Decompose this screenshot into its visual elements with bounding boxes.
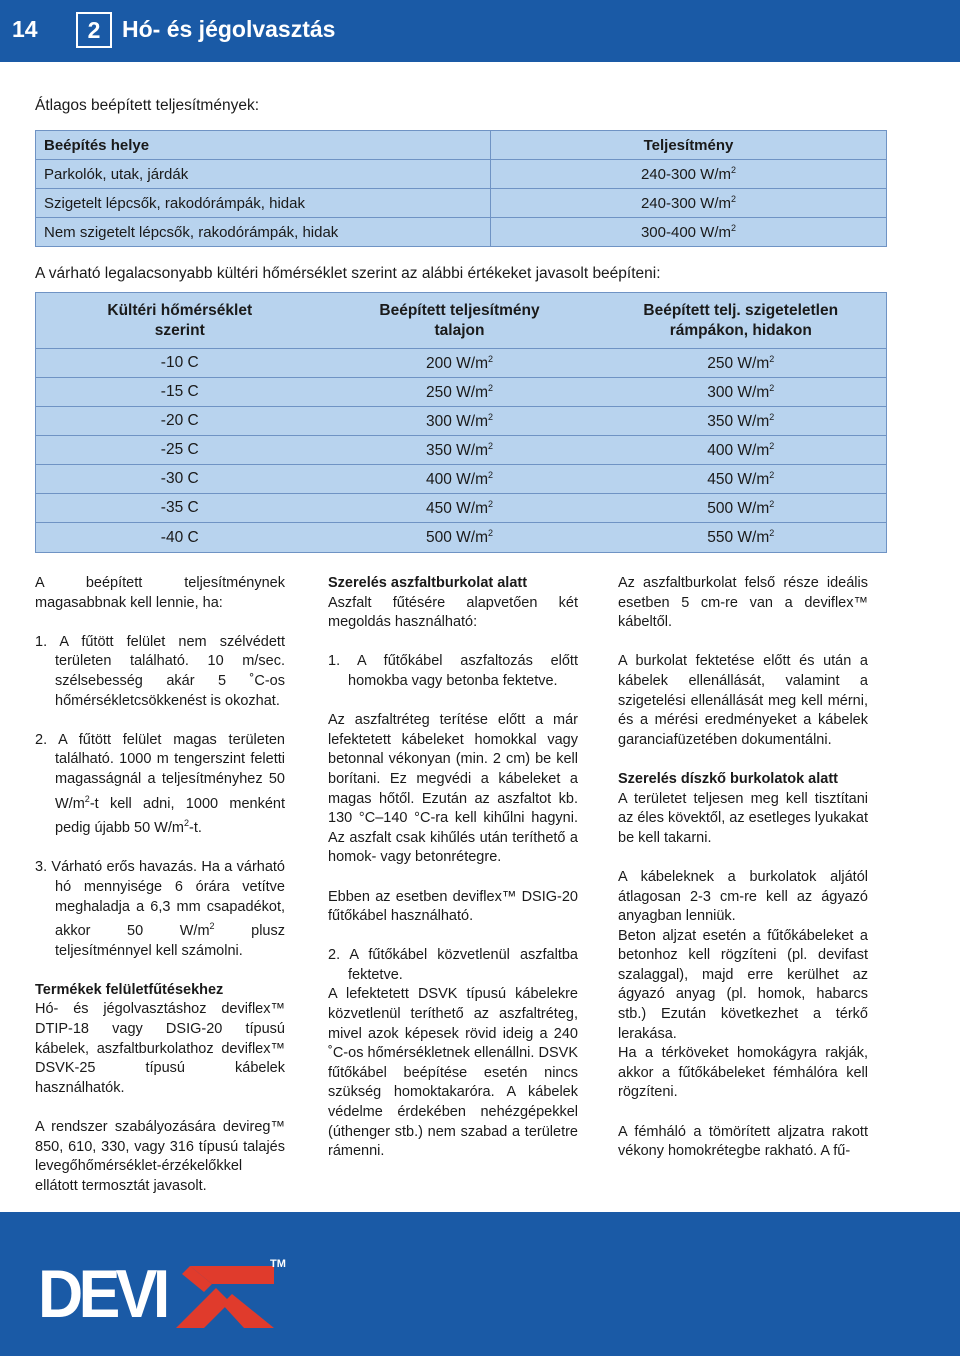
table-cell: 240-300 $W/m^2$ [491,189,887,218]
table-row [36,407,887,436]
paragraph: A fémháló a tömörített aljzatra rakott vékony homokrétegbe rakható. A fű- [618,1123,868,1160]
recommendation-text: A várható legalacsonyabb kültéri hőmérséklet szerint az alábbi értékeket javasolt beépíteni: [35,265,661,282]
devi-logo-icon [176,1258,276,1328]
paving-section: Szerelés díszkő burkolatok alatt A területet teljesen meg kell tisztítani az éles kövektől, az esetleges lyukakat be kell takarni. [618,770,868,846]
table-cell: -30 C [36,465,324,494]
table-header-row [36,131,887,160]
table-row [36,378,887,407]
paragraph: A lefektetett DSVK típusú kábelekre közvetlenül teríthető az aszfaltréteg, mivel azok képesek rövid ideig a 240 ˚C-os hőmérsékletnek ellenállni. DSVK fűtőkábel beépítése esetén nincs szükség homoktakaróra. A kábelek védelme érdekében nehézgépekkel (úthenger stb.) nem szabad a területre rámenni. [328,986,578,1160]
table-row [36,465,887,494]
table-cell: 350 $W/m^2$ [596,407,887,436]
table-cell: 450 $W/m^2$ [324,494,596,523]
paragraph: A burkolat fektetése előtt és után a kábelek ellenállását, valamint a szigetelési ellenállását meg kell mérni, és a mérési eredményeket a kábelek garanciafüzetében dokumentálni. [618,653,868,748]
table-cell: 250 $W/m^2$ [596,349,887,378]
paragraph: A rendszer szabályozására devireg™ 850, 610, 330, vagy 316 típusú talajés levegőhőmérséklet-érzékelőkkel ellátott termosztát javasolt. [35,1119,285,1194]
table-cell: 450 $W/m^2$ [596,465,887,494]
page-header [0,0,960,62]
table-row [36,218,887,247]
table-header-row [36,293,887,349]
page-title: Hó- és jégolvasztás [122,16,336,42]
products-heading: Termékek felületfűtésekhez [35,981,224,998]
table-cell: 500 $W/m^2$ [596,494,887,523]
list-item: 3. Várható erős havazás. Ha a várható hó mennyisége 6 órára vetítve meghaladja a 6,3 mm csapadékot, akkor 50 $W/m^2$ plusz teljesítménnyel kell számolni. [35,859,285,959]
table-cell: 300 $W/m^2$ [596,378,887,407]
installation-table [35,130,887,247]
paragraph: Ha a térköveket homokágyra rakják, akkor a fűtőkábeleket fémhálóra kell rögzíteni. [618,1045,868,1101]
table-cell: 240-300 $W/m^2$ [491,160,887,189]
section-number: 2 [76,12,112,48]
table-row [36,436,887,465]
table-cell: -15 C [36,378,324,407]
table-cell: -20 C [36,407,324,436]
asphalt-section: Szerelés aszfaltburkolat alatt Aszfalt fűtésére alapvetően két megoldás használható: [328,575,578,631]
paving-heading: Szerelés díszkő burkolatok alatt [618,770,838,787]
table-cell: -25 C [36,436,324,465]
table-row [36,189,887,218]
table-cell: 250 $W/m^2$ [324,378,596,407]
asphalt-heading: Szerelés aszfaltburkolat alatt [328,575,528,591]
table-row [36,523,887,553]
table-row [36,349,887,378]
table-row [36,494,887,523]
column-1 [35,574,285,1216]
list-item: 2. A fűtőkábel közvetlenül aszfaltba fektetve. [328,947,578,983]
table-cell: 550 $W/m^2$ [707,528,775,546]
list-item: 2. A fűtött felület magas területen található. 1000 m tengerszint feletti magasságnál a teljesítményhez 50 $W/m^2-t$ kell adni, 1000 menként pedig újabb 50 $W/m^2-t$. [35,731,285,837]
table-cell: -10 C [36,349,324,378]
table-cell: Nem szigetelt lépcsők, rakodórámpák, hidak [36,218,491,247]
table-cell: Parkolók, utak, járdák [36,160,491,189]
table-cell: 300 $W/m^2$ [324,407,596,436]
trademark-mark: TM [270,1258,286,1270]
devi-logo-text: DEVI [38,1256,166,1332]
table-cell: 400 $W/m^2$ [324,465,596,494]
products-section: Termékek felületfűtésekhez Hó- és jégolvasztáshoz deviflex™ DTIP-18 vagy DSIG-20 típusú kábelek, aszfaltburkolathoz deviflex™ DSVK-25 típusú kábelek használhatók. [35,981,285,1096]
table-cell: -35 C [36,494,324,523]
column-3 [618,574,868,1181]
paragraph: Az aszfaltréteg terítése előtt a már lefektetett kábeleket homokkal vagy betonnal vékonyan (min. 2 cm) be kell borítani. Ez megvédi a kábeleket a magas hőtől. Ezután az aszfaltot kb. 130 °C–140 °C-ra kell kihűlni hagyni. Az aszfalt csak kihűlés után teríthető a homok- vagy betonrétegre. [328,712,578,866]
paragraph: Ebben az esetben deviflex™ DSIG-20 fűtőkábel használható. [328,888,578,925]
table-row [36,160,887,189]
table-cell: 400 $W/m^2$ [596,436,887,465]
table-cell: 300-400 $W/m^2$ [491,218,887,247]
col-header-ground-power: Beépített teljesítmény talajon [324,293,596,349]
col-header-power: Teljesítmény [491,131,887,160]
col-header-ramp-power: Beépített telj. szigeteletlen rámpákon, hidakon [596,293,887,349]
paragraph: A kábeleknek a burkolatok aljától átlagosan 2-3 cm-re kell az ágyazó anyagban lenniük. [618,868,868,925]
col-header-place: Beépítés helye [36,131,491,160]
table-cell: -40 C [160,528,199,546]
list-item: 1. A fűtött felület nem szélvédett területen található. 10 m/sec. szélsebesség akár 5 ˚C-os hőmérsékletcsökkenést is okozhat. [35,633,285,709]
col-header-temperature: Kültéri hőmérséklet szerint [36,293,324,349]
table-cell: 200 $W/m^2$ [324,349,596,378]
paragraph: A beépített teljesítménynek magasabbnak kell lennie, ha: [35,575,285,611]
temperature-table [35,292,887,553]
table-cell: Szigetelt lépcsők, rakodórámpák, hidak [36,189,491,218]
list-item: 1. A fűtőkábel aszfaltozás előtt homokba vagy betonba fektetve. [328,653,578,689]
paragraph: Az aszfaltburkolat felső része ideális esetben 5 cm-re van a deviflex™ kábeltől. [618,575,868,631]
table-cell: 500 $W/m^2$ [425,528,494,546]
intro-text: Átlagos beépített teljesítmények: [35,97,260,114]
column-2 [328,574,578,1181]
page-number: 14 [12,16,38,42]
paragraph: Beton aljzat esetén a fűtőkábeleket a betonhoz kell rögzíteni (pl. devifast szalaggal), majd erre kerülhet az ágyazó anyag (pl. homok, habarcs stb.) Ezután következhet a térkő lerakása. [618,927,868,1042]
table-cell: 350 $W/m^2$ [324,436,596,465]
